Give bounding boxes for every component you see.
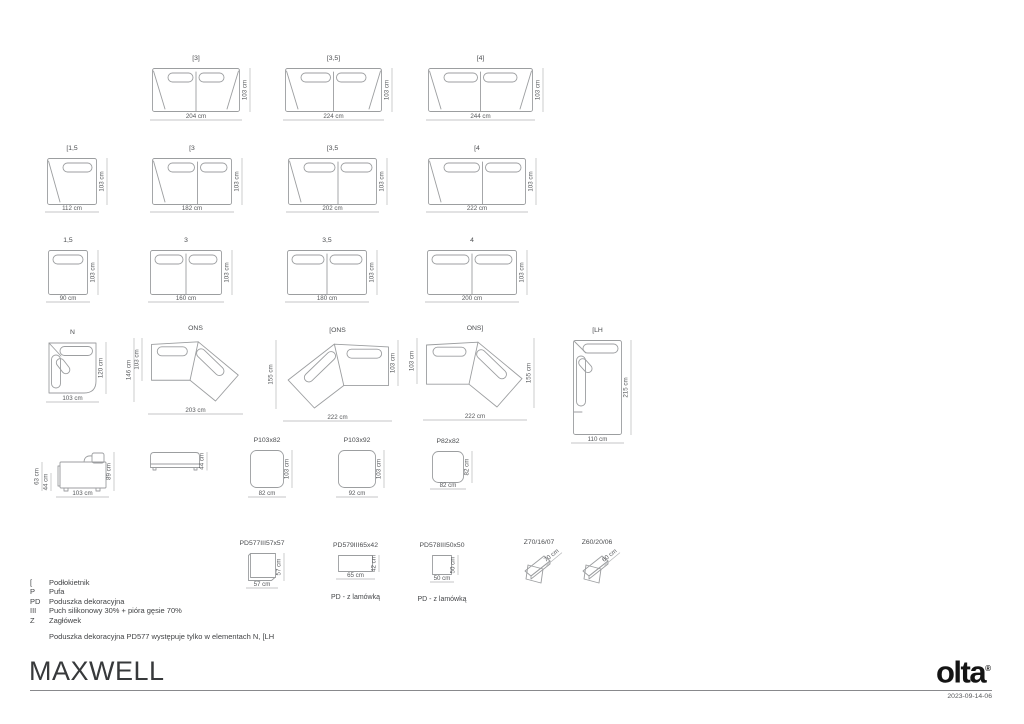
dim-label: 203 cm <box>185 406 206 414</box>
dim-label: 103 cm <box>233 171 241 192</box>
dim-label: 103 cm <box>62 394 83 402</box>
legend-text: Puch silikonowy 30% + pióra gęsie 70% <box>49 606 182 616</box>
note-label: PD - z lamówką <box>330 594 381 601</box>
dim-label: 204 cm <box>185 112 207 120</box>
dim-label: 82 cm <box>439 481 457 489</box>
dim-label: 103 cm <box>534 79 542 101</box>
dim-label: 120 cm <box>97 357 105 379</box>
legend-text: Pufa <box>49 587 65 597</box>
dim-label: 82 cm <box>258 489 276 497</box>
legend-symbol: Z <box>30 615 35 625</box>
name-label: [3,5 <box>326 145 339 152</box>
dim-label: 202 cm <box>322 204 343 212</box>
dim-label: 50 cm <box>449 556 457 574</box>
name-label: ONS] <box>466 325 484 332</box>
dim-label: 103 cm <box>383 79 391 101</box>
name-label: ONS <box>188 325 203 332</box>
module-[LH <box>523 322 672 487</box>
dim-label: 82 cm <box>463 458 471 476</box>
dim-label: 222 cm <box>327 413 348 421</box>
name-label: PD578III50x50 <box>419 542 465 549</box>
dim-label: 42 cm <box>370 555 378 572</box>
legend-symbol: [ <box>30 578 33 587</box>
name-label: N <box>70 329 75 336</box>
dim-label: 44 cm <box>42 473 50 491</box>
registered-mark: ® <box>985 664 991 673</box>
dim-label: 103 cm <box>241 79 249 101</box>
dim-label: 103 cm <box>72 489 93 497</box>
name-label: [3 <box>189 145 195 152</box>
module-Z60/20/06 <box>532 534 662 634</box>
name-label: [4 <box>474 145 480 152</box>
dim-label: 200 cm <box>461 294 483 302</box>
legend-text: Poduszka dekoracyjna <box>49 596 125 606</box>
dim-label: 224 cm <box>323 112 344 120</box>
dim-label: 89 cm <box>105 463 113 480</box>
dim-label: 92 cm <box>348 489 366 497</box>
legend-text: Zagłówek <box>49 615 82 625</box>
dim-label: 103 cm <box>518 262 526 283</box>
document-date: 2023-09-14-06 <box>947 693 992 700</box>
name-label: PD577III57x57 <box>239 540 285 547</box>
dim-label: 103 cm <box>389 352 397 374</box>
legend-text: Podłokietnik <box>49 578 90 587</box>
name-label: 4 <box>470 237 474 244</box>
dim-label: 244 cm <box>470 112 491 120</box>
dim-label: 57 cm <box>253 580 271 588</box>
name-label: [LH <box>592 327 603 334</box>
name-label: [1,5 <box>66 145 78 152</box>
name-label: 3,5 <box>322 237 332 244</box>
footer-rule <box>30 690 992 691</box>
dim-label: 70 cm <box>542 547 561 564</box>
legend-symbol: PD <box>30 596 41 606</box>
dim-label: 160 cm <box>175 294 197 302</box>
name-label: [3,5] <box>326 55 341 62</box>
page-title: MAXWELL <box>29 656 165 686</box>
dim-label: 90 cm <box>59 294 77 302</box>
name-label: P103x92 <box>343 437 371 444</box>
dim-label: 103 cm <box>368 262 376 283</box>
dim-label: 103 cm <box>527 171 535 192</box>
note-label: PD - z lamówką <box>417 596 467 603</box>
name-label: Z60/20/06 <box>581 539 613 546</box>
dim-label: 222 cm <box>464 412 486 420</box>
dim-label: 65 cm <box>347 571 364 579</box>
dim-label: 155 cm <box>267 364 275 385</box>
dim-label: 103 cm <box>223 262 231 283</box>
dim-label: 60 cm <box>600 547 619 564</box>
dim-label: 180 cm <box>316 294 338 302</box>
dim-label: 146 cm <box>125 359 133 381</box>
name-label: P103x82 <box>253 437 281 444</box>
name-label: 1,5 <box>63 237 73 244</box>
legend-symbol: III <box>30 606 37 616</box>
dim-label: 103 cm <box>98 171 106 192</box>
brand-name: olta <box>935 654 986 690</box>
dim-label: 57 cm <box>275 558 283 576</box>
dim-label: 103 cm <box>283 458 291 480</box>
dim-label: 155 cm <box>525 362 533 384</box>
name-label: PD579III65x42 <box>333 542 378 549</box>
dim-label: 50 cm <box>433 574 451 582</box>
dim-label: 63 cm <box>33 468 41 485</box>
name-label: [4] <box>476 55 485 62</box>
dim-label: 103 cm <box>408 350 416 372</box>
module-P82x82 <box>382 433 514 535</box>
dim-label: 110 cm <box>587 435 608 443</box>
name-label: P82x82 <box>436 438 460 445</box>
dim-label: 222 cm <box>466 204 488 212</box>
name-label: Z70/16/07 <box>523 539 555 546</box>
brand-logo <box>936 652 991 689</box>
dim-label: 103 cm <box>89 262 97 283</box>
dim-label: 103 cm <box>133 349 141 370</box>
legend-symbol: P <box>30 587 36 597</box>
name-label: [3] <box>192 55 200 62</box>
legend-note: Poduszka dekoracyjna PD577 występuje tylko w elementach N, [LH <box>49 632 275 642</box>
dim-label: 215 cm <box>622 377 630 398</box>
dim-label: 112 cm <box>62 204 82 212</box>
dim-label: 182 cm <box>181 204 203 212</box>
dim-label: 44 cm <box>198 452 206 470</box>
name-label: 3 <box>184 237 188 244</box>
name-label: [ONS <box>329 327 346 334</box>
dim-label: 103 cm <box>378 171 386 192</box>
dim-label: 103 cm <box>375 458 383 480</box>
